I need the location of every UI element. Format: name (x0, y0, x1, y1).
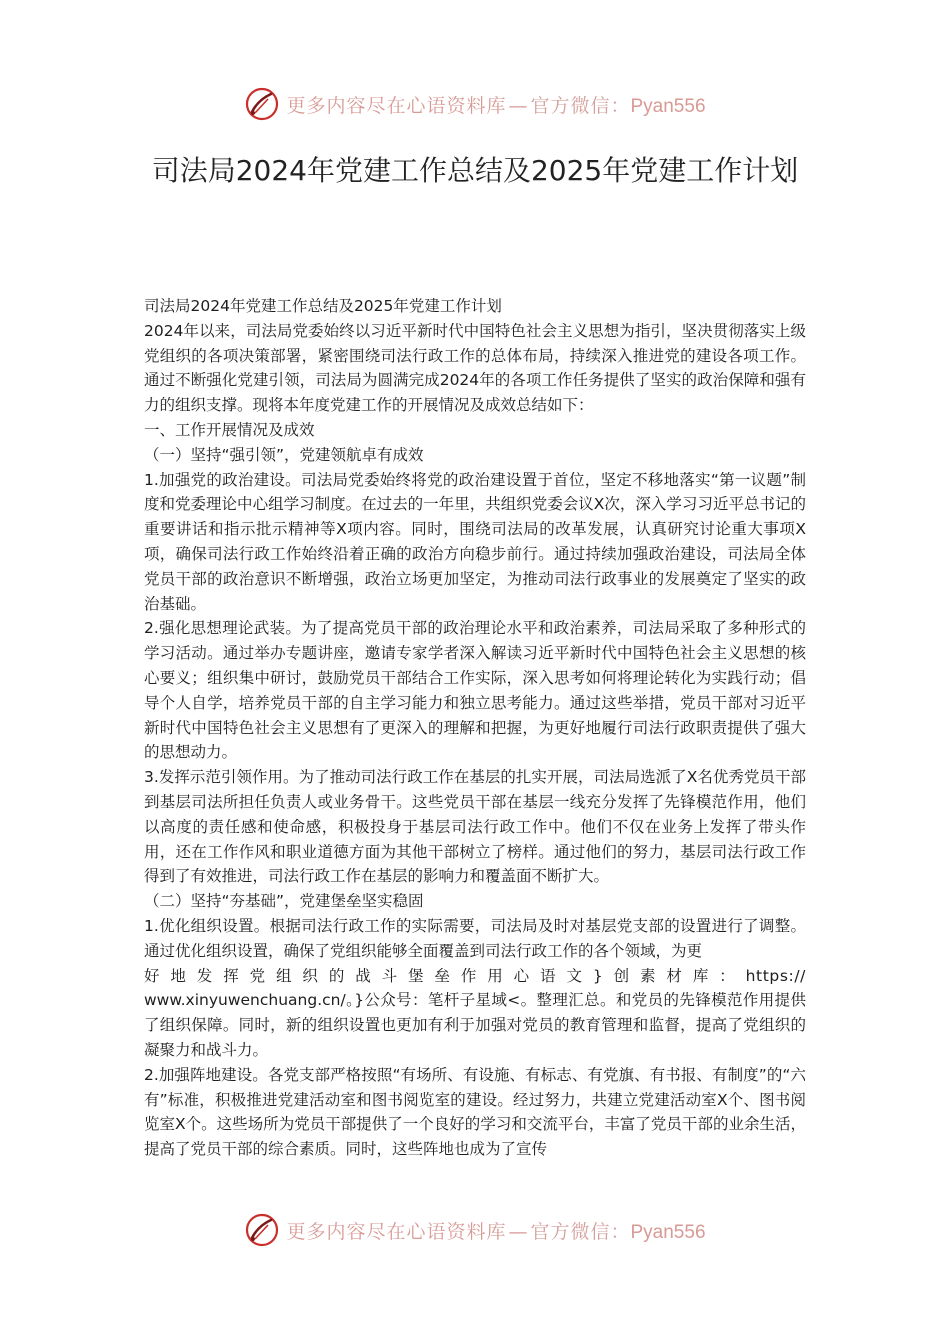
paragraph-demonstration: 3.发挥示范引领作用。为了推动司法行政工作在基层的扎实开展，司法局选派了X名优秀党员干部到基层司法所担任负责人或业务骨干。这些党员干部在基层一线充分发挥了先锋模范作用，他们以高度的责任感和使命感，积极投身于基层司法行政工作中。他们不仅在业务上发挥了带头作用，还在工作作风和职业道德方面为其他干部树立了榜样。通过他们的努力，基层司法行政工作得到了有效推进，司法行政工作在基层的影响力和覆盖面不断扩大。 (144, 768, 806, 886)
footer-watermark-banner (0, 1210, 950, 1250)
document-title: 司法局2024年党建工作总结及2025年党建工作计划 (151, 154, 799, 187)
watermark-main-text: 更多内容尽在心语资料库 (286, 1220, 507, 1243)
watermark-main-text: 更多内容尽在心语资料库 (286, 94, 507, 117)
watermark-wechat-id: Pyan556 (630, 1221, 706, 1243)
watermark-wechat-id: Pyan556 (630, 95, 706, 117)
pen-logo-icon (244, 1212, 280, 1248)
subsection-heading-1: （一）坚持“强引领”，党建领航卓有成效 (144, 445, 424, 464)
watermark-separator: — (508, 1220, 529, 1243)
paragraph-position-building: 2.加强阵地建设。各党支部严格按照“有场所、有设施、有标志、有党旗、有书报、有制度”的“六有”标准，积极推进党建活动室和图书阅览室的建设。经过努力，共建立党建活动室X个、图书阅览室X个。这些场所为党员干部提供了一个良好的学习和交流平台，丰富了党员干部的业余生活，提高了党员干部的综合素质。同时，这些阵地也成为了宣传 (144, 1065, 806, 1159)
subtitle-line: 司法局2024年党建工作总结及2025年党建工作计划 (144, 297, 502, 315)
subsection-heading-2: （二）坚持“夯基础”，党建堡垒坚实稳固 (144, 892, 424, 911)
paragraph-theory-arming: 2.强化思想理论武装。为了提高党员干部的政治理论水平和政治素养，司法局采取了多种形式的学习活动。通过举办专题讲座，邀请专家学者深入解读习近平新时代中国特色社会主义思想的核心要义；组织集中研讨，鼓励党员干部结合工作实际，深入思考如何将理论转化为实践行动；倡导个人自学，培养党员干部的自主学习能力和独立思考能力。通过这些举措，党员干部对习近平新时代中国特色社会主义思想有了更深入的理解和把握，为更好地履行司法行政职责提供了强大的思想动力。 (144, 619, 806, 762)
watermark-wechat-label: 官方微信： (530, 1220, 631, 1243)
paragraph-organization-spaced-line: 好地发挥党组织的战斗堡垒作用心语文}创素材库：https:// (144, 966, 806, 985)
watermark-text (286, 1217, 705, 1244)
paragraph-organization-start: 1.优化组织设置。根据司法行政工作的实际需要，司法局及时对基层党支部的设置进行了调整。通过优化组织设置，确保了党组织能够全面覆盖到司法行政工作的各个领域，为更 (144, 916, 806, 960)
paragraph-political-building: 1.加强党的政治建设。司法局党委始终将党的政治建设置于首位，坚定不移地落实“第一议题”制度和党委理论中心组学习制度。在过去的一年里，共组织党委会议X次，深入学习习近平总书记的重要讲话和指示批示精神等X项内容。同时，围绕司法局的改革发展，认真研究讨论重大事项X项，确保司法行政工作始终沿着正确的政治方向稳步前行。通过持续加强政治建设，司法局全体党员干部的政治意识不断增强，政治立场更加坚定，为推动司法行政事业的发展奠定了坚实的政治基础。 (144, 470, 806, 613)
pen-logo-icon (244, 86, 280, 122)
watermark-text (286, 91, 705, 118)
intro-paragraph: 2024年以来，司法局党委始终以习近平新时代中国特色社会主义思想为指引，坚决贯彻落实上级党组织的各项决策部署，紧密围绕司法行政工作的总体布局，持续深入推进党的建设各项工作。通过不断强化党建引领，司法局为圆满完成2024年的各项工作任务提供了坚实的政治保障和强有力的组织支撑。现将本年度党建工作的开展情况及成效总结如下： (144, 321, 806, 415)
section-heading-1: 一、工作开展情况及成效 (144, 420, 315, 439)
paragraph-organization-end: www.xinyuwenchuang.cn/。}公众号：笔杆子星域<。整理汇总。和党员的先锋模范作用提供了组织保障。同时，新的组织设置也更加有利于加强对党员的教育管理和监督，提高了党组织的凝聚力和战斗力。 (144, 991, 806, 1059)
header-watermark-banner (0, 84, 950, 124)
watermark-wechat-label: 官方微信： (530, 94, 631, 117)
document-body (144, 294, 806, 1162)
watermark-separator: — (508, 94, 529, 117)
